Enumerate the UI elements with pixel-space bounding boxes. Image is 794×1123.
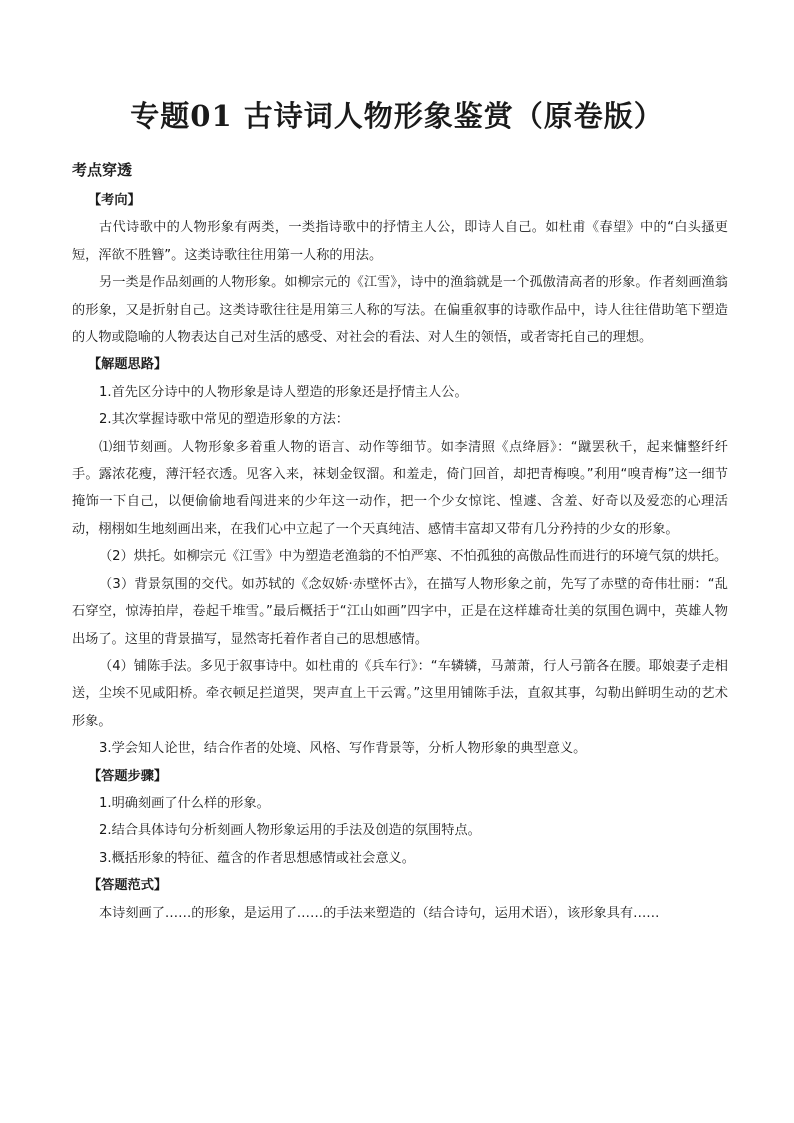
section-heading: 考点穿透	[72, 161, 133, 179]
step-item: 1.首先区分诗中的人物形象是诗人塑造的形象还是抒情主人公。	[99, 384, 468, 400]
subsection-heading: 【答题范式】	[88, 878, 168, 894]
body-paragraph: 古代诗歌中的人物形象有两类，一类指诗歌中的抒情主人公，即诗人自己。如杜甫《春望》中的“白头搔更短，浑欲不胜簪”。这类诗歌往往用第一人称的用法。	[72, 220, 728, 263]
body-paragraph: （2）烘托。如柳宗元《江雪》中为塑造老渔翁的不怕严寒、不怕孤独的高傲品性而进行的环境气氛的烘托。	[99, 549, 728, 565]
subsection-heading: 【考向】	[88, 193, 141, 208]
step-item: 1.明确刻画了什么样的形象。	[99, 795, 270, 811]
document-body	[72, 187, 728, 927]
subsection-heading: 【解题思路】	[88, 357, 168, 373]
body-paragraph: 本诗刻画了……的形象，是运用了……的手法来塑造的（结合诗句，运用术语），该形象具有……	[99, 905, 660, 921]
step-item: 2.其次掌握诗歌中常见的塑造形象的方法：	[99, 412, 349, 428]
step-item: 3.学会知人论世，结合作者的处境、风格、写作背景等，分析人物形象的典型意义。	[99, 741, 587, 757]
step-item: 2.结合具体诗句分析刻画人物形象运用的手法及创造的氛围特点。	[99, 823, 481, 839]
body-paragraph: ⑴细节刻画。人物形象多着重人物的语言、动作等细节。如李清照《点绛唇》：“蹴罢秋千，起来慵整纤纤手。露浓花瘦，薄汗轻衣透。见客入来，袜刬金钗溜。和羞走，倚门回首，却把青梅嗅。”利用“嗅青梅”这一细节掩饰一下自己，以便偷偷地看闯进来的少年这一动作，把一个少女惊诧、惶遽、含羞、好奇以及爱恋的心理活动，栩栩如生地刻画出来，在我们心中立起了一个天真纯洁、感情丰富却又带有几分矜持的少女的形象。	[72, 439, 728, 537]
document-title: 专题01 古诗词人物形象鉴赏（原卷版）	[130, 99, 664, 133]
body-paragraph: （4）铺陈手法。多见于叙事诗中。如杜甫的《兵车行》：“车辚辚，马萧萧，行人弓箭各在腰。耶娘妻子走相送，尘埃不见咸阳桥。牵衣顿足拦道哭，哭声直上干云霄。”这里用铺陈手法，直叙其事，勾勒出鲜明生动的艺术形象。	[72, 658, 728, 729]
body-paragraph: 另一类是作品刻画的人物形象。如柳宗元的《江雪》，诗中的渔翁就是一个孤傲清高者的形象。作者刻画渔翁的形象，又是折射自己。这类诗歌往往是用第三人称的写法。在偏重叙事的诗歌作品中，诗人往往借助笔下塑造的人物或隐喻的人物表达自己对生活的感受、对社会的看法、对人生的领悟，或者寄托自己的理想。	[72, 275, 728, 346]
step-item: 3.概括形象的特征、蕴含的作者思想感情或社会意义。	[99, 850, 415, 866]
body-paragraph: （3）背景氛围的交代。如苏轼的《念奴娇·赤壁怀古》，在描写人物形象之前，先写了赤壁的奇伟壮丽：“乱石穿空，惊涛拍岸，卷起千堆雪。”最后概括于“江山如画”四字中，正是在这样雄奇壮美的氛围色调中，英雄人物出场了。这里的背景描写，显然寄托着作者自己的思想感情。	[72, 576, 728, 647]
subsection-heading: 【答题步骤】	[88, 768, 168, 784]
